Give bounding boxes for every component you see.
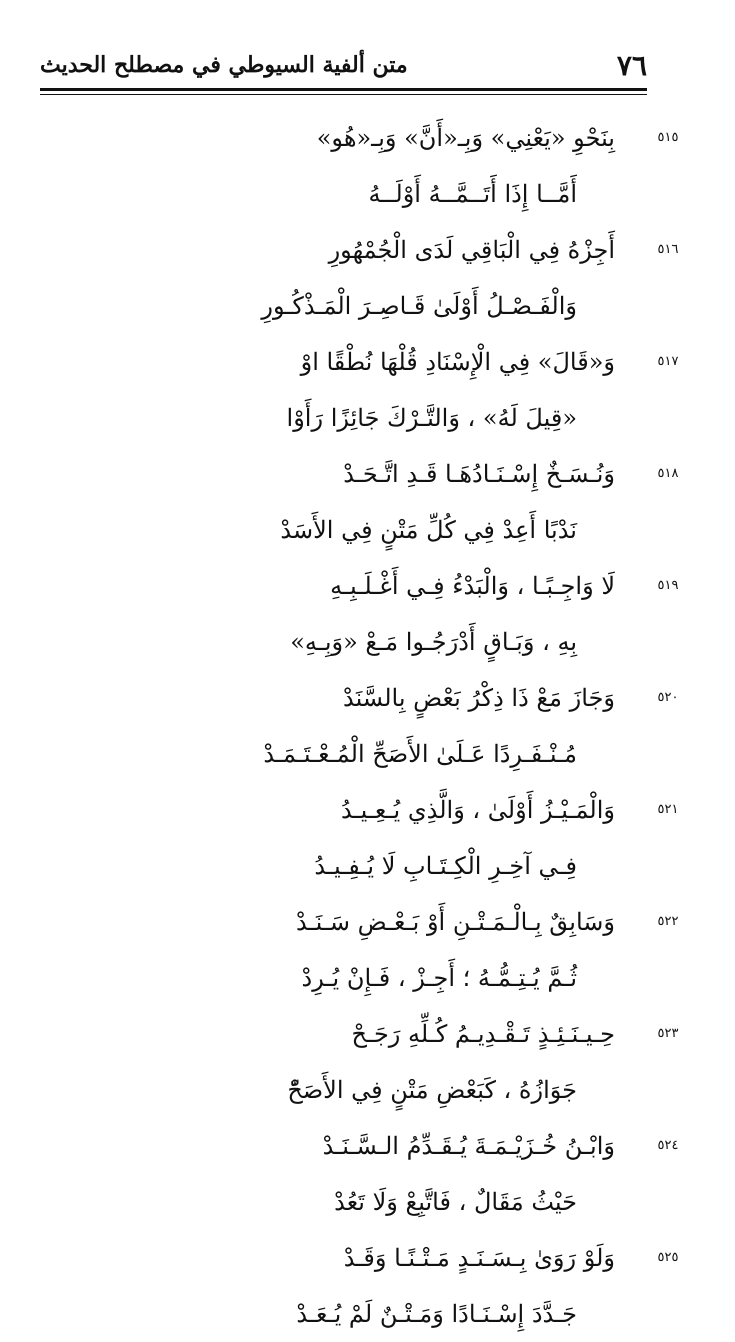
hemistich-text: مُـنْـفَـرِدًا عَـلَىٰ الأَصَحِّ الْمُـعْـتَـمَـدْ: [263, 740, 577, 768]
verse-first-hemistich: [96, 782, 679, 838]
hemistich-text: بِهِ ، وَبَـاقٍ أَدْرَجُـوا مَـعْ «وَبِـهِ»: [290, 628, 577, 656]
hemistich-text: وَ«قَالَ» فِي الْإِسْنَادِ قُلْهَا نُطْقًا اوْ: [300, 348, 615, 376]
hemistich-text: وَجَازَ مَعْ ذَا ذِكْرُ بَعْضٍ بِالسَّنَدْ: [342, 684, 615, 712]
verse-first-hemistich: [96, 222, 679, 278]
verse-second-hemistich: [96, 502, 647, 558]
page-number: ٧٦: [616, 48, 647, 82]
verse-first-hemistich: [96, 894, 679, 950]
verse-number: ٥٢٣: [657, 1026, 679, 1041]
verse-second-hemistich: [96, 950, 647, 1006]
verse-list: [96, 110, 679, 1342]
hemistich-text: حِـيـنَـئِـذٍ تَـقْـدِيـمُ كُـلِّهِ رَجَـحْ: [351, 1020, 615, 1048]
verse-second-hemistich: [96, 614, 647, 670]
header-rule-thick: [40, 88, 647, 91]
verse-number: ٥١٨: [657, 466, 679, 481]
verse-second-hemistich: [96, 1062, 647, 1118]
verse-number: ٥٢٢: [657, 914, 679, 929]
verse-first-hemistich: [96, 1118, 679, 1174]
hemistich-text: «قِيلَ لَهُ» ، وَالتَّـرْكَ جَائِزًا رَأَوْا: [286, 404, 577, 432]
verse-second-hemistich: [96, 1286, 647, 1342]
verse-number: ٥١٥: [657, 130, 679, 145]
hemistich-text: ثُـمَّ يُـتِـمُّـهُ ؛ أَجِـزْ ، فَـإِنْ يُـرِدْ: [301, 964, 577, 992]
verse-number: ٥١٩: [657, 578, 679, 593]
hemistich-text: وَنُـسَـخٌ إِسْـنَـادُهَـا قَـدِ اتَّـحَـدْ: [343, 460, 615, 488]
hemistich-text: بِنَحْوِ «يَعْنِي» وَبِـ«أَنَّ» وَبِـ«هُو»: [316, 124, 615, 152]
verse-number: ٥٢٥: [657, 1250, 679, 1265]
hemistich-text: وَسَابِقٌ بِـالْـمَـتْـنِ أَوْ بَـعْـضِ سَـنَـدْ: [295, 908, 615, 936]
hemistich-text: أَمَّــا إِذَا أَتَــمَّــهُ أَوْلَــهُ: [368, 180, 577, 208]
verse-first-hemistich: [96, 1230, 679, 1286]
verse-number: ٥٢٤: [657, 1138, 679, 1153]
verse-second-hemistich: [96, 838, 647, 894]
hemistich-text: حَيْثُ مَقَالٌ ، فَاتَّبِعْ وَلَا تَعُدْ: [334, 1188, 577, 1216]
hemistich-text: لَا وَاجِـبًـا ، وَالْبَدْءُ فِـي أَغْـلَـبِـهِ: [330, 572, 615, 600]
hemistich-text: فِـي آخِـرِ الْكِـتَـابِ لَا يُـفِـيـدُ: [314, 852, 577, 880]
hemistich-text: جَوَازُهُ ، كَبَعْضِ مَتْنٍ فِي الأَصَحّْ: [287, 1076, 577, 1104]
verse-first-hemistich: [96, 334, 679, 390]
verse-second-hemistich: [96, 390, 647, 446]
verse-first-hemistich: [96, 110, 679, 166]
page-header: [40, 40, 647, 90]
verse-first-hemistich: [96, 670, 679, 726]
hemistich-text: جَـدَّدَ إِسْـنَـادًا وَمَـتْـنٌ لَمْ يُـعَـدْ: [296, 1300, 577, 1328]
verse-number: ٥٢١: [657, 802, 679, 817]
verse-first-hemistich: [96, 446, 679, 502]
verse-second-hemistich: [96, 166, 647, 222]
hemistich-text: وَالْمَـيْـزُ أَوْلَىٰ ، وَالَّذِي يُـعِـيـدُ: [341, 796, 615, 824]
verse-first-hemistich: [96, 558, 679, 614]
verse-number: ٥٢٠: [657, 690, 679, 705]
verse-second-hemistich: [96, 726, 647, 782]
hemistich-text: أَجِزْهُ فِي الْبَاقِي لَدَى الْجُمْهُورِ: [328, 236, 615, 264]
hemistich-text: نَدْبًا أَعِدْ فِي كُلِّ مَتْنٍ فِي الأَسَدْ: [280, 516, 577, 544]
header-rule-thin: [40, 94, 647, 95]
verse-first-hemistich: [96, 1006, 679, 1062]
running-title: متن ألفية السيوطي في مصطلح الحديث: [40, 52, 408, 78]
verse-number: ٥١٦: [657, 242, 679, 257]
hemistich-text: وَالْفَـصْـلُ أَوْلَىٰ قَـاصِـرَ الْمَـذْكُـورِ: [261, 292, 577, 320]
hemistich-text: وَابْـنُ خُـزَيْـمَـةَ يُـقَـدِّمُ الـسَّـنَـدْ: [322, 1132, 615, 1160]
hemistich-text: وَلَوْ رَوَىٰ بِـسَـنَـدٍ مَـتْـنًـا وَقَـدْ: [343, 1244, 615, 1272]
verse-second-hemistich: [96, 1174, 647, 1230]
verse-number: ٥١٧: [657, 354, 679, 369]
verse-second-hemistich: [96, 278, 647, 334]
